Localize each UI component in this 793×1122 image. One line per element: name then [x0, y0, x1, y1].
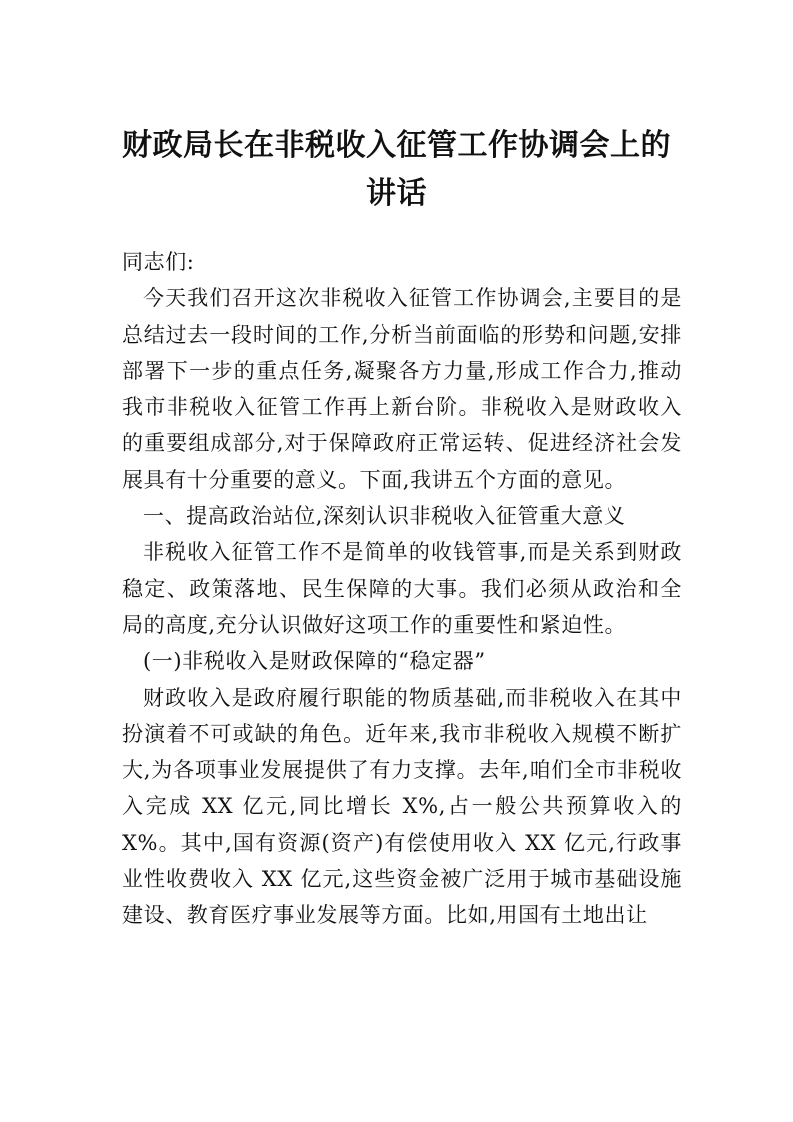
paragraph-section-1: 非税收入征管工作不是简单的收钱管事,而是关系到财政稳定、政策落地、民生保障的大事。我们必须从政治和全局的高度,充分认识做好这项工作的重要性和紧迫性。: [122, 540, 682, 637]
paragraph-subsection-1: 财政收入是政府履行职能的物质基础,而非税收入在其中扮演着不可或缺的角色。近年来,我市非税收入规模不断扩大,为各项事业发展提供了有力支撑。去年,咱们全市非税收入完成 XX 亿元,同比增长 X%,占一般公共预算收入的 X%。其中,国有资源(资产)有偿使用收入 XX 亿元,行政事业性收费收入 XX 亿元,这些资金被广泛用于城市基础设施建设、教育医疗事业发展等方面。比如,用国有土地出让: [122, 685, 682, 928]
document-title-line-1: 财政局长在非税收入征管工作协调会上的: [122, 128, 671, 163]
subsection-heading-1: (一)非税收入是财政保障的“稳定器”: [143, 649, 486, 674]
salutation: 同志们:: [122, 250, 195, 274]
document-body: [122, 244, 682, 934]
section-heading-1: 一、提高政治站位,深刻认识非税收入征管重大意义: [143, 504, 626, 529]
document-title-line-2: 讲话: [366, 176, 427, 211]
paragraph-intro: 今天我们召开这次非税收入征管工作协调会,主要目的是总结过去一段时间的工作,分析当前面临的形势和问题,安排部署下一步的重点任务,凝聚各方力量,形成工作合力,推动我市非税收入征管工作再上新台阶。非税收入是财政收入的重要组成部分,对于保障政府正常运转、促进经济社会发展具有十分重要的意义。下面,我讲五个方面的意见。: [122, 286, 682, 492]
